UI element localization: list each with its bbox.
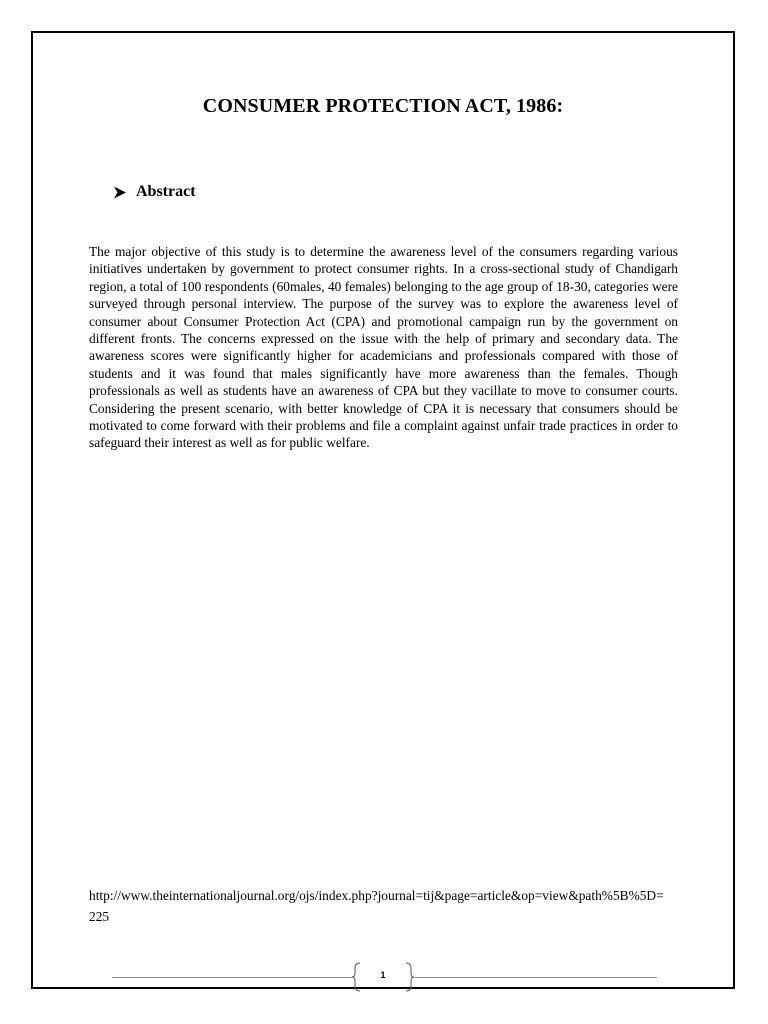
source-url[interactable]: http://www.theinternationaljournal.org/ojs/index.php?journal=tij&page=article&op=view&path%5B%5D=225 [89,888,664,924]
footer-rule-left [112,977,352,978]
document-title: CONSUMER PROTECTION ACT, 1986: [202,95,564,117]
page-number: 1 [380,970,386,980]
page-border [31,31,735,989]
abstract-body: The major objective of this study is to determine the awareness level of the consumers regarding various initiatives undertaken by government to protect consumer rights. In a cross-sectional study of Chandigarh region, a total of 100 respondents (60males, 40 females) belonging to the age group of 18-30, categories were surveyed through personal interview. The purpose of the survey was to explore the awareness level of consumer about Consumer Protection Act (CPA) and promotional campaign run by the government on different fronts. The concerns expressed on the issue with the help of primary and secondary data. The awareness scores were significantly higher for academicians and professionals compared with those of students and it was found that males significantly have more awareness than the females. Though professionals as well as students have an awareness of CPA but they vacillate to move to consumer courts. Considering the present scenario, with better knowledge of CPA it is necessary that consumers should be motivated to come forward with their problems and file a complaint against unfair trade practices in order to safeguard their interest as well as for public welfare. [89,244,678,451]
abstract-section [89,243,678,452]
footer-rule-right [414,977,657,978]
abstract-heading [113,183,196,201]
page-number-box [352,962,414,992]
arrow-bullet-icon [113,186,127,199]
abstract-heading-label: Abstract [136,183,196,200]
